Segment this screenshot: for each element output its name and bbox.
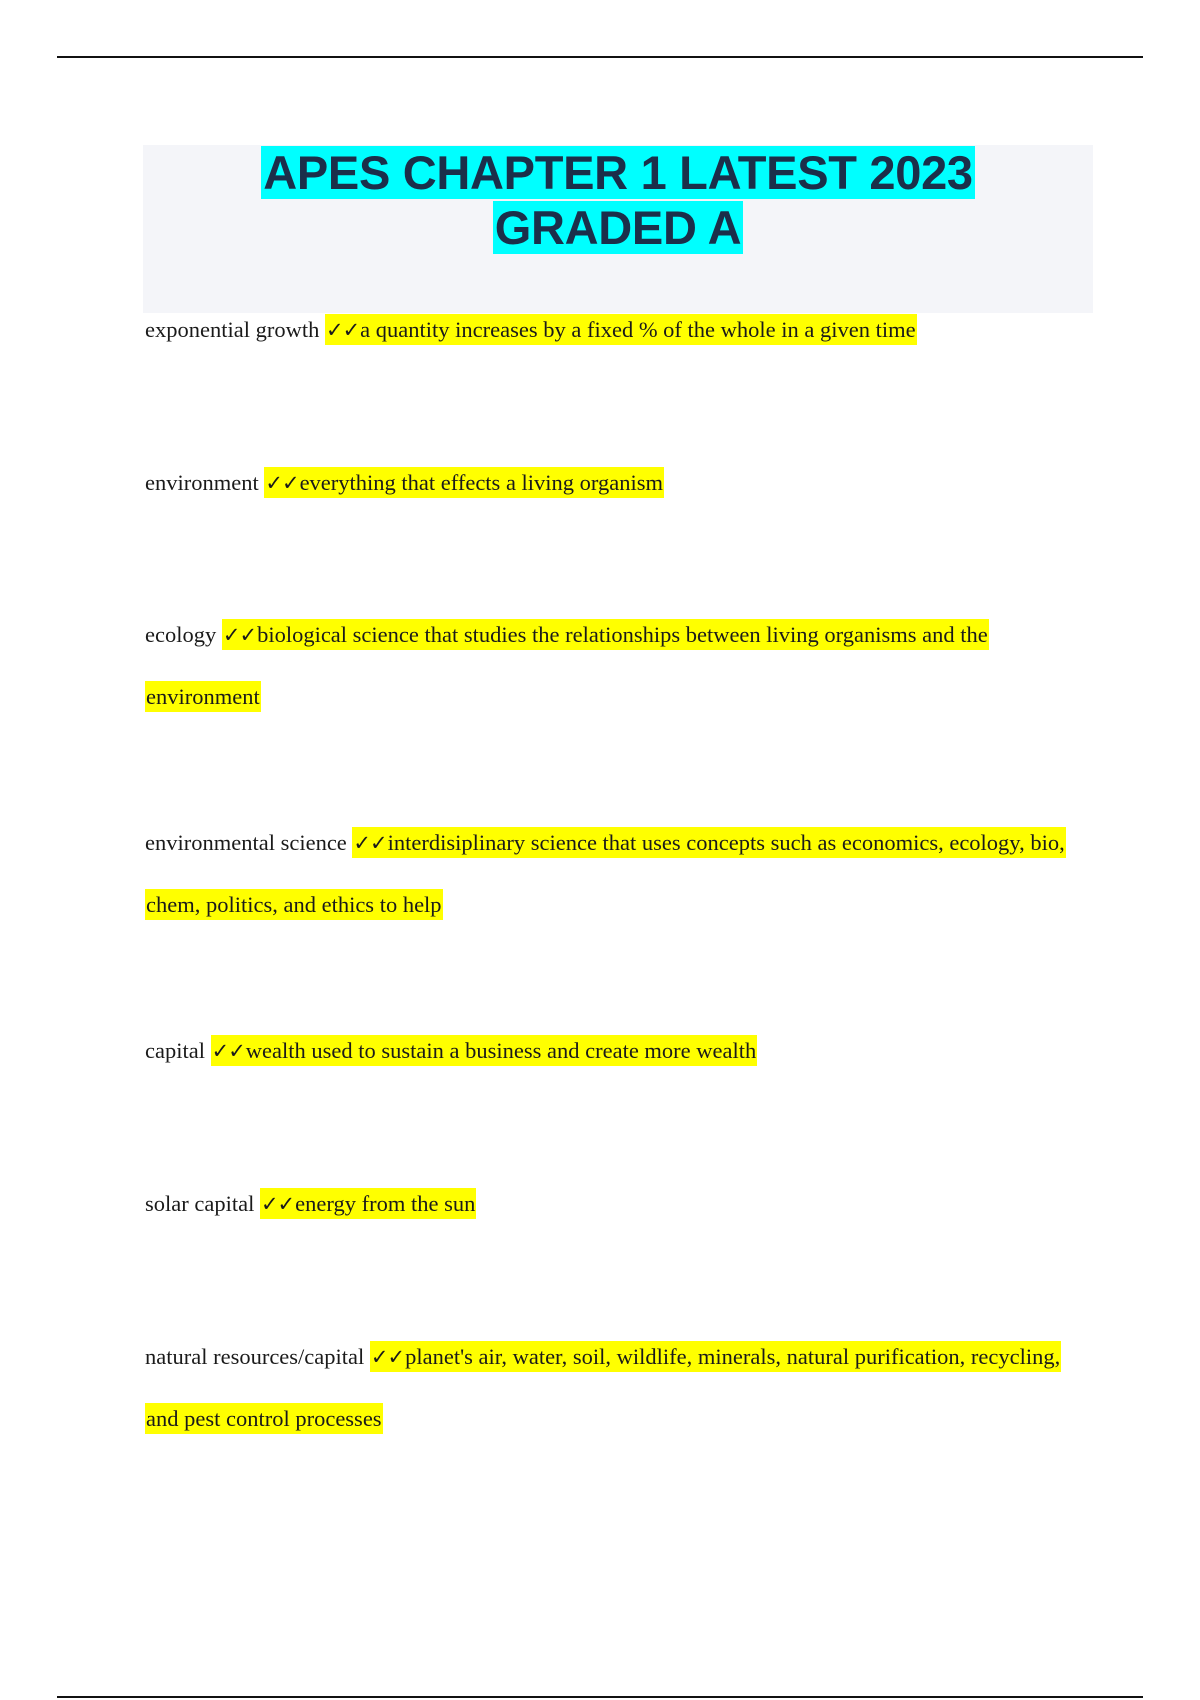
entry-term: solar capital	[145, 1191, 255, 1216]
double-check-icon: ✓✓	[325, 318, 360, 342]
double-check-icon: ✓✓	[222, 623, 257, 647]
entry-exponential-growth	[145, 299, 1085, 361]
entry-definition	[145, 619, 989, 712]
entry-definition	[325, 314, 917, 345]
entry-term: natural resources/capital	[145, 1344, 365, 1369]
entry-definition	[211, 1035, 758, 1066]
bottom-rule	[57, 1696, 1143, 1698]
top-rule	[57, 56, 1143, 58]
entry-definition	[264, 467, 664, 498]
entry-definition	[260, 1188, 476, 1219]
double-check-icon: ✓✓	[260, 1192, 295, 1216]
title-line-1: APES CHAPTER 1 LATEST 2023	[263, 146, 973, 199]
entry-term: capital	[145, 1038, 205, 1063]
entry-term: environmental science	[145, 830, 347, 855]
double-check-icon: ✓✓	[353, 831, 387, 855]
document-title	[143, 145, 1093, 255]
double-check-icon: ✓✓	[265, 471, 299, 495]
double-check-icon: ✓✓	[370, 1345, 405, 1369]
definition-text: a quantity increases by a fixed % of the whole in a given time	[360, 317, 916, 342]
entry-environmental-science	[145, 812, 1085, 935]
entry-term: ecology	[145, 622, 217, 647]
entry-term: exponential growth	[145, 317, 320, 342]
definition-text: energy from the sun	[295, 1191, 476, 1216]
entry-solar-capital	[145, 1173, 1085, 1235]
entry-term: environment	[145, 470, 259, 495]
entry-ecology	[145, 604, 1085, 727]
entry-natural-resources-capital	[145, 1326, 1085, 1449]
definition-text: biological science that studies the relationships between living organisms and the environment	[146, 622, 988, 709]
entry-capital	[145, 1020, 1085, 1082]
definition-text: interdisiplinary science that uses concepts such as economics, ecology, bio, chem, politics, and ethics to help	[146, 830, 1065, 917]
definition-text: everything that effects a living organism	[299, 470, 664, 495]
entry-environment	[145, 452, 1085, 514]
definition-text: planet's air, water, soil, wildlife, minerals, natural purification, recycling, and pest control processes	[146, 1344, 1061, 1431]
double-check-icon: ✓✓	[211, 1039, 245, 1063]
title-line-2: GRADED A	[494, 201, 742, 254]
definition-text: wealth used to sustain a business and create more wealth	[245, 1038, 757, 1063]
